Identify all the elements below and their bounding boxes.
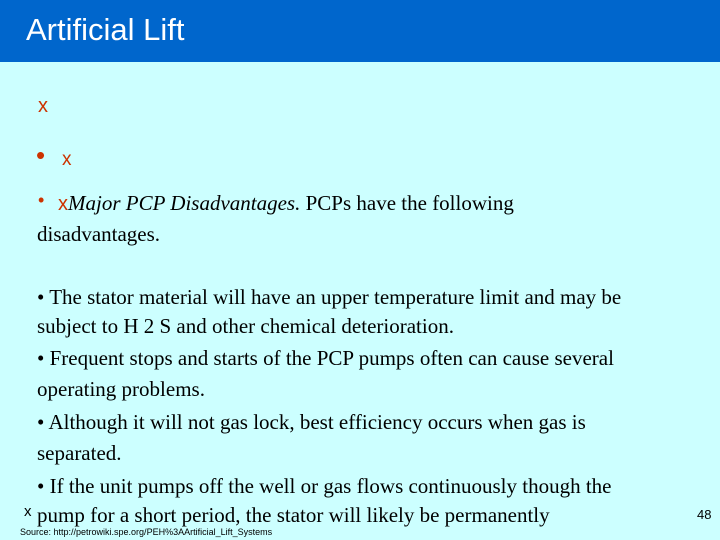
body-line-1: • The stator material will have an upper temperature limit and may be — [37, 285, 622, 309]
source-citation: Source: http://petrowiki.spe.org/PEH%3AArtificial_Lift_Systems — [20, 527, 273, 537]
heading-line — [58, 191, 514, 216]
last-line-marker: x — [24, 503, 32, 520]
heading-marker: x — [58, 193, 68, 215]
body-line-3: • Frequent stops and starts of the PCP pumps often can cause several — [37, 346, 614, 370]
heading-line-2: disadvantages. — [37, 222, 161, 246]
heading-bullet: • — [38, 190, 45, 210]
heading-rest: PCPs have the following — [300, 191, 514, 215]
page-number: 48 — [697, 507, 712, 522]
bullet-second: • — [36, 140, 46, 170]
body-line-5: • Although it will not gas lock, best efficiency occurs when gas is — [37, 410, 586, 434]
body-line-2: subject to H 2 S and other chemical deterioration. — [37, 314, 454, 338]
slide-title: Artificial Lift — [26, 12, 185, 47]
body-line-7: • If the unit pumps off the well or gas flows continuously though the — [37, 474, 612, 498]
marker-second: x — [62, 149, 72, 170]
body-line-8: pump for a short period, the stator will likely be permanently — [37, 503, 550, 527]
body-line-6: separated. — [37, 441, 122, 465]
marker-top: x — [38, 95, 48, 117]
heading-italic: Major PCP Disadvantages. — [68, 191, 301, 215]
body-line-4: operating problems. — [37, 377, 205, 401]
